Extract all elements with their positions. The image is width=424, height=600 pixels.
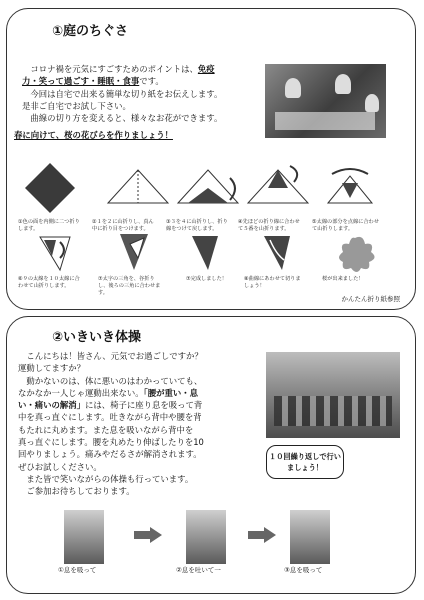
reference-note: かんたん折り紙参照 <box>341 295 400 303</box>
intro-line-1: コロナ禍を元気にすごすためのポイントは、 <box>30 64 198 74</box>
body-line: なかなか一人じゃ運動出来ない。 <box>18 387 144 398</box>
body-line: には、椅子に座り息を吸って背 <box>85 400 203 411</box>
body-line: 回やりましょう。痛みやだるさが解消されます。 <box>18 449 202 460</box>
exercise-caption-1: ①息を吸って <box>58 566 97 574</box>
step-5-caption: ⑤太線の部分を点線に合わせて山折りします。 <box>312 219 379 232</box>
section2-title: ②いきいき体操 <box>52 330 142 345</box>
step-8-caption: ⑦完成しました！ <box>186 276 227 282</box>
person-figure <box>335 74 351 94</box>
step-10-caption: 桜が出来ました！ <box>322 276 364 282</box>
step-3-caption: ③３を４に山折りし、折り線をつけて戻します。 <box>166 219 228 232</box>
exercise-class-photo <box>266 352 400 438</box>
step-1-diagram <box>25 163 75 213</box>
step-3-diagram <box>178 170 238 203</box>
body-line: ぜひお試しください。 <box>18 461 102 472</box>
origami-steps-row-1 <box>20 158 400 218</box>
body-line: こんにちは！皆さん、元気でお過ごしですか？ <box>26 351 203 361</box>
person-figure <box>285 78 301 98</box>
origami-steps-row-2 <box>20 232 400 276</box>
exercise-caption-2: ②息を吐いて一 <box>176 566 221 574</box>
body-line-bold: 「腰が重い・息 <box>143 387 199 398</box>
exercise-photo-3 <box>290 510 330 564</box>
body-line: もたれに丸めます。また息を吸いながら背中を <box>18 424 194 435</box>
step-7-diagram <box>120 234 148 270</box>
step-6-caption: ⑥９の太線を１０太線に合わせて山折りします。 <box>18 276 80 289</box>
body-line: 動かないのは、体に悪いのはわかっていても、 <box>26 375 203 386</box>
cherry-blossom-cta: 春に向けて、桜の花びらを作りましょう！ <box>14 130 173 140</box>
body-line: 運動してますか？ <box>18 363 85 374</box>
intro-line-2: です。 <box>139 76 164 87</box>
step-5-diagram <box>328 169 372 203</box>
participants <box>274 396 392 426</box>
section1-title: ①庭のちぐさ <box>52 24 129 39</box>
callout-line-1: １０回繰り返しで行い <box>269 452 341 461</box>
arrow-right-icon <box>134 527 162 543</box>
intro-line-4: 是非ご自宅でお試し下さい。 <box>22 100 131 111</box>
step-4-caption: ④先ほどの折り線に合わせて５番を山折ります。 <box>238 219 300 232</box>
body-line: ご参加お待ちしております。 <box>26 486 135 497</box>
exercise-caption-3: ③息を吸って <box>284 566 323 574</box>
repeat-callout <box>266 445 344 479</box>
table <box>275 112 375 130</box>
callout-line-2: ましょう！ <box>287 463 323 472</box>
step-4-diagram <box>248 166 308 203</box>
section2-body <box>18 350 266 498</box>
origami-class-photo <box>265 64 386 138</box>
step-2-diagram <box>108 170 168 203</box>
person-figure <box>365 94 379 112</box>
body-line: また皆で笑いながらの体操も行っています。 <box>26 473 194 484</box>
step-6-diagram <box>40 237 70 270</box>
sakura-flower-icon <box>339 237 375 272</box>
step-7-caption: ⑦太字の三角を、谷折りし、後ろの三角に合わせます。 <box>98 276 161 296</box>
intro-line-1-bold: 免疫 <box>197 64 215 74</box>
body-line: 中を真っ直ぐにします。吐きながら背中や腰を背 <box>18 412 202 423</box>
section1-intro <box>22 63 262 124</box>
body-line-bold: い・痛いの解消」 <box>18 400 85 411</box>
step-1-caption: ①色の面を内側に二つ折りします。 <box>18 219 80 232</box>
body-line: 真っ直ぐにします。腰を丸めたり伸ばしたりを10 <box>18 437 204 448</box>
exercise-photo-2 <box>186 510 226 564</box>
arrow-right-icon <box>248 527 276 543</box>
exercise-photo-1 <box>64 510 104 564</box>
step-8-diagram <box>192 236 218 270</box>
step-9-caption: ⑧曲線にあわせて切りましょう！ <box>244 276 301 289</box>
step-9-diagram <box>264 236 290 270</box>
intro-line-2-bold: 力・笑って過ごす・睡眠・食事 <box>22 76 140 87</box>
intro-line-5: 曲線の切り方を変えると、様々なお花ができます。 <box>30 113 223 124</box>
intro-line-3: 今回は自宅で出来る簡単な切り紙をお伝えします。 <box>30 88 223 99</box>
step-2-caption: ②１を２に山折りし、真ん中に折り目をつけます。 <box>92 219 154 232</box>
